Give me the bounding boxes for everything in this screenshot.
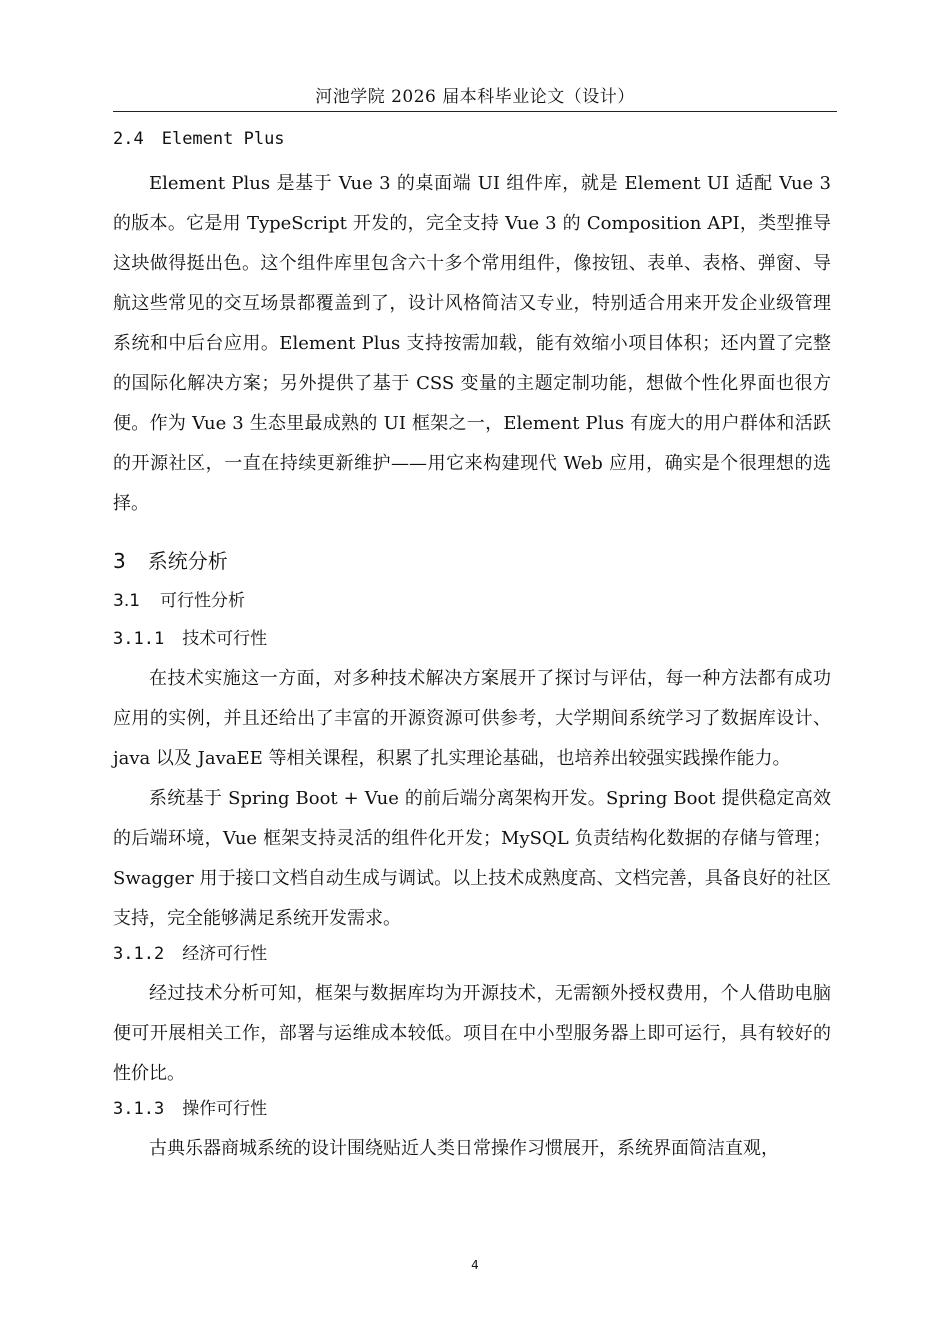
subsection-title: 技术可行性 <box>182 629 268 649</box>
section-3-1-heading <box>113 586 831 616</box>
section-3-1-1-paragraph-2: 系统基于 Spring Boot + Vue 的前后端分离架构开发。Spring Boot 提供稳定高效的后端环境，Vue 框架支持灵活的组件化开发；MySQL 负责结构化数据的存储与管理；Swagger 用于接口文档自动生成与调试。以上技术成熟度高、文档完善，具备良好的社区支持，完全能够满足系统开发需求。 <box>113 788 831 929</box>
subsection-number: 3.1.1 <box>113 629 165 649</box>
section-number: 3.1 <box>113 591 141 611</box>
section-title: Element Plus <box>161 129 285 149</box>
chapter-number: 3 <box>113 549 126 573</box>
section-3-1-1-paragraph-1: 在技术实施这一方面，对多种技术解决方案展开了探讨与评估，每一种方法都有成功应用的实例，并且还给出了丰富的开源资源可供参考，大学期间系统学习了数据库设计、java 以及 JavaEE 等相关课程，积累了扎实理论基础，也培养出较强实践操作能力。 <box>113 668 831 769</box>
subsection-number: 3.1.2 <box>113 944 165 964</box>
header-rule <box>113 111 837 112</box>
page-number: 4 <box>471 1258 479 1272</box>
section-3-1-2-heading <box>113 939 831 969</box>
section-number: 2.4 <box>113 129 144 149</box>
subsection-number: 3.1.3 <box>113 1099 165 1119</box>
section-2-4-heading <box>113 126 831 152</box>
chapter-title: 系统分析 <box>147 549 228 573</box>
page-body <box>113 126 831 1169</box>
subsection-title: 操作可行性 <box>182 1099 268 1119</box>
section-title: 可行性分析 <box>160 591 246 611</box>
subsection-title: 经济可行性 <box>182 944 268 964</box>
chapter-3-heading <box>113 546 831 576</box>
section-3-1-3-paragraph: 古典乐器商城系统的设计围绕贴近人类日常操作习惯展开，系统界面简洁直观， <box>149 1138 779 1159</box>
section-2-4-paragraph: Element Plus 是基于 Vue 3 的桌面端 UI 组件库，就是 Element UI 适配 Vue 3 的版本。它是用 TypeScript 开发的，完全支持 Vue 3 的 Composition API，类型推导这块做得挺出色。这个组件库里包含六十多个常用组件，像按钮、表单、表格、弹窗、导航这些常见的交互场景都覆盖到了，设计风格简洁又专业，特别适合用来开发企业级管理系统和中后台应用。Element Plus 支持按需加载，能有效缩小项目体积；还内置了完整的国际化解决方案；另外提供了基于 CSS 变量的主题定制功能，想做个性化界面也很方便。作为 Vue 3 生态里最成熟的 UI 框架之一，Element Plus 有庞大的用户群体和活跃的开源社区，一直在持续更新维护——用它来构建现代 Web 应用，确实是个很理想的选择。 <box>113 173 831 514</box>
running-header: 河池学院 2026 届本科毕业论文（设计） <box>315 87 635 107</box>
section-3-1-1-heading <box>113 624 831 654</box>
section-3-1-3-heading <box>113 1094 831 1124</box>
section-3-1-2-paragraph: 经过技术分析可知，框架与数据库均为开源技术，无需额外授权费用，个人借助电脑便可开展相关工作，部署与运维成本较低。项目在中小型服务器上即可运行，具有较好的性价比。 <box>113 983 831 1084</box>
